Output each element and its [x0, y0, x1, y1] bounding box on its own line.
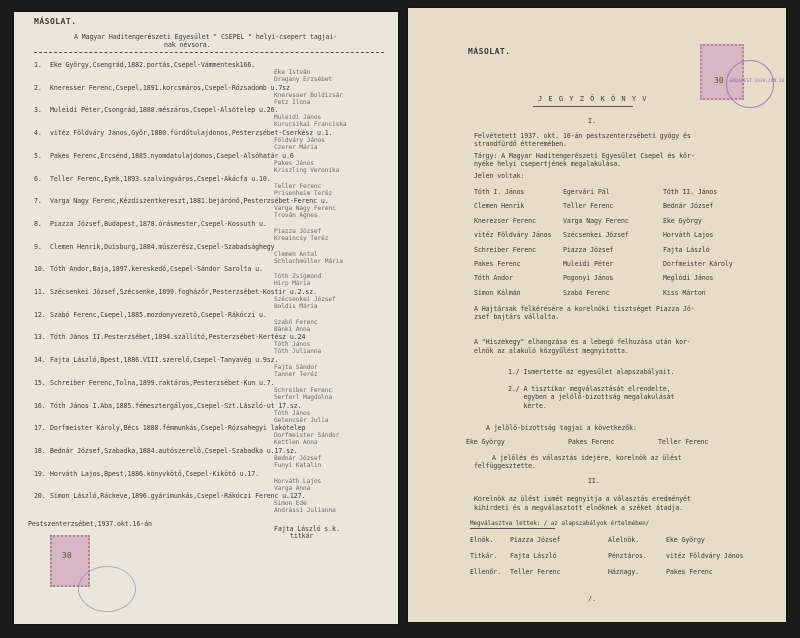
list-item: 3. [34, 106, 42, 115]
member-entry: Tóth János II.Pesterzsébet,1894.szállító,Pesterzsébet-Kertész u.24 [50, 333, 306, 342]
member-mother: Boldis Mária [274, 303, 318, 310]
list-item: 19. [34, 469, 46, 478]
stamp-value: 30 [714, 76, 724, 85]
page-title: MÁSOLAT. [34, 17, 77, 26]
divider [34, 52, 384, 53]
member-father: Dorfmeister Sándor [274, 432, 340, 440]
member-mother: Tanner Teréz [274, 371, 318, 379]
committee-member: Teller Ferenc [658, 438, 709, 446]
date-line: Pestszenterzsébet,1937.okt.16-án [28, 520, 152, 528]
officer-role: Alelnök. [608, 536, 639, 544]
subject-line-2: nyéke helyi csepertjének megalakulása. [474, 160, 622, 168]
member-mother: Hirp Mária [274, 280, 311, 288]
member-mother: Serferl Magdolna [274, 393, 333, 401]
attendee-name: Szabó Ferenc [563, 288, 610, 297]
member-entry: Muleidi Péter,Csongrád,1888.mészáros,Csepel-Alsótelep u.26. [50, 106, 279, 115]
attendee-name: Clemen Henrik [474, 202, 525, 211]
subject-line-1: Tárgy: A Magyar Haditengerészeti Egyesület Csepel és kör- [474, 152, 695, 160]
attendee-name: Piazza József [563, 245, 614, 254]
officer-role: Pénztáros. [608, 552, 647, 560]
attendee-name: Tóth II. János [663, 188, 718, 196]
agenda-item: 2./ A tisztikar megválasztását elrendelte, [508, 385, 671, 393]
attendee-name: Pakes Ferenc [474, 260, 521, 268]
member-mother: Bánki Anna [274, 325, 311, 333]
member-list-page [14, 12, 398, 624]
member-entry: Horváth Lajos,Bpest,1886.könyvkötő,Csepel-Kikötő u.17. [50, 469, 259, 478]
member-mother: Kettlen Anna [274, 439, 318, 447]
member-father: Schreiber Ferenc [274, 386, 333, 394]
list-item: 4. [34, 129, 42, 138]
member-mother: Trován Agnes [274, 212, 318, 220]
member-mother: Czerer Mária [274, 144, 318, 152]
present-label: Jelen voltak: [474, 172, 525, 180]
member-entry: Teller Ferenc,Eyek,1893.szalvingváros,Csepel-Akácfa u.10. [50, 174, 271, 183]
member-entry: Schreiber Ferenc,Tolna,1899.raktáros,Pesterzsébet-Kun u.7. [50, 378, 275, 387]
member-father: Szécsenkei József [274, 296, 336, 303]
member-entry: Szabó Ferenc,Csepel,1885.mozdonyvezető,Csepel-Rákóczi u. [50, 310, 267, 319]
officer-role: Elnök. [470, 536, 494, 544]
member-mother: Prisenheim Teréz [274, 189, 333, 197]
member-father: Tóth János [274, 341, 311, 349]
attendee-name: Simon Kálmán [474, 288, 521, 297]
member-father: Horváth Lajos [274, 477, 322, 485]
list-heading: A Magyar Haditengerészeti Egyesület " CSEPEL " helyi-csepert tagjai- [74, 33, 338, 41]
officer-name: Pakes Ferenc [666, 568, 713, 576]
page-title-right: MÁSOLAT. [468, 47, 511, 56]
member-entry: Dorfmeister Károly,Bécs 1888.fémmunkás,Csepel-Rózsahegyi lakótelep [50, 424, 306, 433]
member-father: Teller Ferenc [274, 182, 322, 190]
member-father: Pakes János [274, 159, 314, 167]
elected-underline [470, 528, 555, 529]
member-entry: Pakes Ferenc,Ercsénd,1885.nyomdatulajdonos,Csepel-Alsóhatár u.6 [50, 151, 294, 160]
list-item: 1. [34, 61, 42, 69]
member-entry: Clemen Henrik,Duisburg,1884.műszerész,Csepel-Szabadsághegy [50, 242, 275, 251]
attendee-name: Bednár József [663, 202, 714, 211]
attendee-name: Knerezser Ferenc [474, 216, 536, 225]
member-father: Eke István [274, 69, 311, 76]
paragraph-line: A Hajtársak felkérésére a korelnöki tisztséget Piazza Jó- [474, 305, 695, 313]
paragraph-line: felfüggesztette. [474, 462, 536, 470]
member-mother: Andrássi Julianna [274, 507, 336, 515]
paragraph-line: zsef bajtárs vállalta. [474, 313, 560, 321]
list-item: 12. [34, 310, 46, 319]
member-mother: Gelencsér Julia [274, 416, 329, 424]
officer-role: Ellenőr. [470, 568, 501, 576]
round-stamp-text: BUDAPEST 1939.JAN.18 [730, 79, 785, 84]
member-entry: Szécsenkei József,Szécsenke,1899.fogházőr,Pesterzsébet-Kostir u.2.sz. [50, 288, 318, 296]
list-item: 5. [34, 151, 42, 160]
member-father: Muleidi János [274, 114, 322, 122]
member-entry: Tóth János I.Aba,1885.fémesztergályos,Csepel-Szt.László-ut 17.sz. [50, 401, 302, 410]
paragraph-line: A "Hiszekegy" elhangzása és a lebegő felhuzása után kor- [474, 338, 691, 346]
officer-name: Eke György [666, 536, 705, 544]
attendee-name: Schreiber Ferenc [474, 245, 536, 254]
list-item: 8. [34, 219, 42, 228]
member-mother: Kreaincsy Teréz [274, 234, 329, 242]
member-entry: Piazza József,Budapest,1878.órásmester,Csepel-Kossuth u. [50, 219, 267, 228]
member-mother: Kurucsikai Franciska [274, 121, 347, 129]
signature-role: titkár [290, 532, 314, 540]
member-entry: Bednár József,Szabadka,1884.autószerelő,Csepel-Szabadka u.17.sz. [50, 446, 298, 455]
member-father: Piazza József [274, 227, 322, 235]
member-father: Tóth János [274, 409, 311, 417]
member-entry: Kneresser Ferenc,Csepel,1891.korcsmáros,Csepel-Rózsadomb u.7sz [50, 83, 290, 92]
officer-name: Piazza József [510, 536, 561, 544]
list-item: 17. [34, 424, 46, 433]
paragraph-line: A jelölés és választás idejére, korelnök az ülést [492, 454, 682, 462]
signature: Fajta László s.k. [274, 525, 340, 533]
attendee-name: Teller Ferenc [563, 202, 614, 211]
member-mother: Schlachmüller Mária [274, 257, 343, 265]
list-item: 2. [34, 83, 42, 92]
member-father: Varga Nagy Ferenc [274, 205, 336, 213]
attendee-name: Meglódi János [663, 274, 714, 283]
attendee-name: Pogonyi János [563, 274, 614, 283]
round-stamp-icon [726, 60, 785, 108]
member-father: Clemen Antal [274, 250, 318, 258]
agenda-item: egyben a jelölő-bizottság megalakulását [508, 393, 675, 401]
heading-underline [533, 106, 633, 107]
attendee-name: Dorfmeister Károly [663, 260, 733, 268]
member-father: Szabó Ferenc [274, 318, 318, 326]
attendee-name: Varga Nagy Ferenc [563, 216, 629, 225]
member-entry: Tóth Andor,Baja,1897.kereskedő,Csepel-Sándor Sarolta u. [50, 265, 263, 274]
member-entry: vitéz Földváry János,Győr,1880.fürdőtulajdonos,Pesterzsébet-Cserkész u.1. [50, 129, 333, 138]
list-item: 10. [34, 265, 46, 274]
elected-label: Megválasztva lettek: / az alapszabályok értelmében/ [470, 520, 650, 527]
list-item: 15. [34, 378, 46, 387]
list-item: 18. [34, 446, 46, 455]
officer-name: vitéz Földváry János [666, 552, 744, 560]
member-father: Simon Ede [274, 500, 307, 508]
list-item: 13. [34, 333, 46, 342]
list-item: 9. [34, 242, 42, 251]
stamp-value: 30 [62, 551, 72, 560]
agenda-item: 1./ Ismertette az egyesület alapszabályait. [508, 368, 675, 376]
attendee-name: vitéz Földváry János [474, 231, 552, 240]
list-heading-2: nak névsora. [164, 41, 211, 49]
attendee-name: Tóth Andor [474, 274, 513, 283]
attendee-name: Horváth Lajos [663, 231, 714, 240]
list-item: 7. [34, 197, 42, 206]
member-mother: Varga Anna [274, 484, 311, 492]
attendee-name: Tóth I. János [474, 188, 525, 196]
member-mother: Fetz Ilona [274, 98, 311, 106]
officer-role: Titkár. [470, 552, 498, 560]
paragraph-line: Korelnök az ülést ismét megnyitja a választás eredményét [474, 495, 691, 503]
committee-label: A jelölő-bizottság tagjai a következők: [486, 424, 637, 432]
end-mark: /. [588, 595, 596, 603]
member-entry: Varga Nagy Ferenc,Kézdiszentkereszt,1881.bejárónő,Pesterzsébet-Ferenc u. [50, 197, 329, 206]
attendee-name: Eke György [663, 216, 702, 225]
member-entry: Fajta László,Bpest,1886.VIII.szerelő,Csepel-Tanyavég u.9sz. [50, 356, 279, 365]
list-item: 14. [34, 356, 46, 365]
committee-member: Eke György [466, 438, 505, 446]
officer-name: Fajta László [510, 552, 557, 560]
paragraph-line: kihirdeti és a megválasztott elnöknek a széket átadja. [474, 504, 683, 512]
member-father: Földváry János [274, 137, 325, 145]
member-father: Fajta Sándor [274, 364, 318, 372]
list-item: 16. [34, 401, 46, 410]
officer-role: Háznagy. [608, 568, 639, 576]
minutes-page [408, 8, 786, 622]
member-father: Bednár József [274, 454, 322, 462]
list-item: 6. [34, 174, 42, 183]
round-stamp-icon [78, 566, 136, 612]
attendee-name: Egervári Pál [563, 188, 610, 196]
paragraph-line: elnök az alakuló közgyűlést megnyitotta. [474, 347, 629, 355]
minutes-heading: J E G Y Z Ő K Ö N Y V [538, 95, 648, 103]
attendee-name: Szécsenkei József [563, 231, 629, 240]
member-father: Kneresser Boldizsár [274, 91, 343, 99]
attendee-name: Kiss Márton [663, 288, 706, 297]
intro-line-2: strandfürdő étteremében. [474, 140, 567, 148]
attendee-name: Muleidi Péter [563, 260, 614, 268]
section-2: II. [588, 477, 600, 485]
committee-member: Pakes Ferenc [568, 438, 615, 446]
member-father: Tóth Zsigmond [274, 273, 322, 281]
intro-line-1: Felvétetett 1937. okt. 16-án pestszenterzsébeti gyógy és [474, 132, 691, 140]
officer-name: Teller Ferenc [510, 568, 561, 576]
attendee-name: Fajta László [663, 245, 710, 254]
member-mother: Tóth Julianna [274, 348, 322, 356]
agenda-item: kérte. [508, 402, 547, 410]
member-mother: Funyi Katalin [274, 461, 322, 469]
member-entry: Simon László,Ráckeve,1896.gyárimunkás,Csepel-Rákóczi Ferenc u.127. [50, 492, 306, 501]
list-item: 11. [34, 288, 46, 296]
list-item: 20. [34, 492, 46, 501]
member-entry: Eke György,Csengrád,1882.portás,Csepel-Vámmentesk166. [50, 61, 256, 69]
member-mother: Dragany Erzsébet [274, 76, 333, 83]
member-mother: Kriszling Veronika [274, 166, 340, 174]
section-1: I. [588, 117, 596, 125]
